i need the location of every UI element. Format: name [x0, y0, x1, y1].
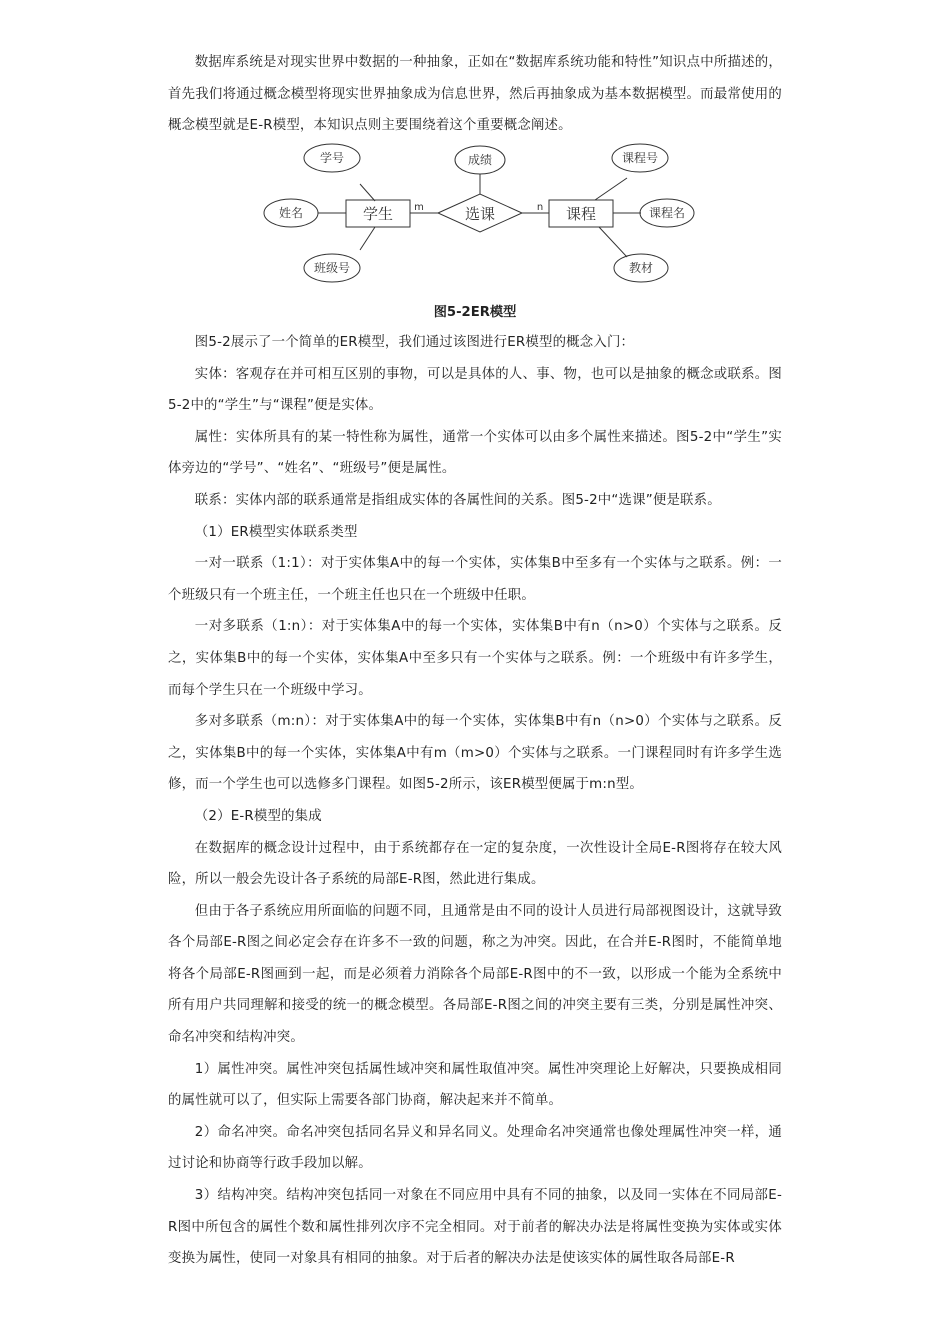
line-studentid-student	[360, 184, 375, 201]
entity-course-label: 课程	[565, 205, 597, 223]
attr-courseid-label: 课程号	[621, 151, 659, 165]
paragraph: 一对一联系（1:1）：对于实体集A中的每一个实体，实体集B中至多有一个实体与之联系。例：一个班级只有一个班主任，一个班主任也只在一个班级中任职。	[168, 556, 782, 603]
section-heading: （1）ER模型实体联系类型	[194, 524, 358, 540]
section-heading: （2）E-R模型的集成	[194, 808, 322, 824]
er-diagram-svg	[255, 140, 695, 290]
intro-text	[168, 47, 782, 142]
body-text	[168, 327, 782, 1275]
paragraph: 2）命名冲突。命名冲突包括同名异义和异名同义。处理命名冲突通常也像处理属性冲突一样，通过讨论和协商等行政手段加以解。	[168, 1124, 782, 1172]
attr-coursename-label: 课程名	[648, 206, 686, 220]
paragraph: 3）结构冲突。结构冲突包括同一对象在不同应用中具有不同的抽象，以及同一实体在不同局部E-R图中所包含的属性个数和属性排列次序不完全相同。对于前者的解决办法是将属性变换为实体或实体变换为属性，使同一对象具有相同的抽象。对于后者的解决办法是使该实体的属性取各局部E-R	[168, 1188, 782, 1267]
line-courseid-course	[595, 178, 627, 200]
paragraph: 但由于各子系统应用所面临的问题不同，且通常是由不同的设计人员进行局部视图设计，这就导致各个局部E-R图之间必定会存在许多不一致的问题，称之为冲突。因此，在合并E-R图时，不能简单地将各个局部E-R图画到一起，而是必须着力消除各个局部E-R图中的不一致，以形成一个能为全系统中所有用户共同理解和接受的统一的概念模型。各局部E-R图之间的冲突主要有三类，分别是属性冲突、命名冲突和结构冲突。	[168, 903, 782, 1046]
paragraph: 实体：客观存在并可相互区别的事物，可以是具体的人、事、物，也可以是抽象的概念或联系。图5-2中的“学生”与“课程”便是实体。	[168, 366, 782, 414]
paragraph: 多对多联系（m:n）：对于实体集A中的每一个实体，实体集B中有n（n>0）个实体与之联系。反之，实体集B中的每一个实体，实体集A中有m（m>0）个实体与之联系。一门课程同时有许多学生选修，而一个学生也可以选修多门课程。如图5-2所示，该ER模型便属于m:n型。	[168, 714, 782, 793]
cardinality-right: n	[536, 202, 544, 213]
paragraph: 属性：实体所具有的某一特性称为属性，通常一个实体可以由多个属性来描述。图5-2中“学生”实体旁边的“学号”、“姓名”、“班级号”便是属性。	[168, 429, 782, 477]
attr-studentid-label: 学号	[319, 151, 345, 165]
paragraph: 在数据库的概念设计过程中，由于系统都存在一定的复杂度，一次性设计全局E-R图将存在较大风险，所以一般会先设计各子系统的局部E-R图，然此进行集成。	[168, 840, 782, 888]
attr-textbook-label: 教材	[628, 261, 654, 275]
cardinality-left: m	[414, 202, 424, 213]
paragraph: 一对多联系（1:n）：对于实体集A中的每一个实体，实体集B中有n（n>0）个实体与之联系。反之，实体集B中的每一个实体，实体集A中至多只有一个实体与之联系。例：一个班级中有许多学生，而每个学生只在一个班级中学习。	[168, 619, 782, 698]
figure-caption: 图5-2ER模型	[433, 305, 517, 320]
entity-student-label: 学生	[362, 205, 394, 223]
relationship-label: 选课	[464, 205, 496, 223]
attr-name-label: 姓名	[278, 206, 304, 220]
paragraph: 图5-2展示了一个简单的ER模型，我们通过该图进行ER模型的概念入门：	[194, 335, 635, 350]
line-textbook-course	[599, 227, 627, 257]
er-diagram	[255, 140, 695, 290]
paragraph: 联系：实体内部的联系通常是指组成实体的各属性间的关系。图5-2中“选课”便是联系。	[194, 492, 721, 508]
intro-paragraph: 数据库系统是对现实世界中数据的一种抽象，正如在“数据库系统功能和特性”知识点中所描述的，首先我们将通过概念模型将现实世界抽象成为信息世界，然后再抽象成为基本数据模型。而最常使用的概念模型就是E-R模型，本知识点则主要围绕着这个重要概念阐述。	[168, 55, 782, 134]
attr-classid-label: 班级号	[313, 261, 351, 275]
line-classid-student	[360, 227, 375, 250]
attr-grade-label: 成绩	[467, 153, 493, 167]
paragraph: 1）属性冲突。属性冲突包括属性域冲突和属性取值冲突。属性冲突理论上好解决，只要换成相同的属性就可以了，但实际上需要各部门协商，解决起来并不简单。	[168, 1061, 782, 1109]
